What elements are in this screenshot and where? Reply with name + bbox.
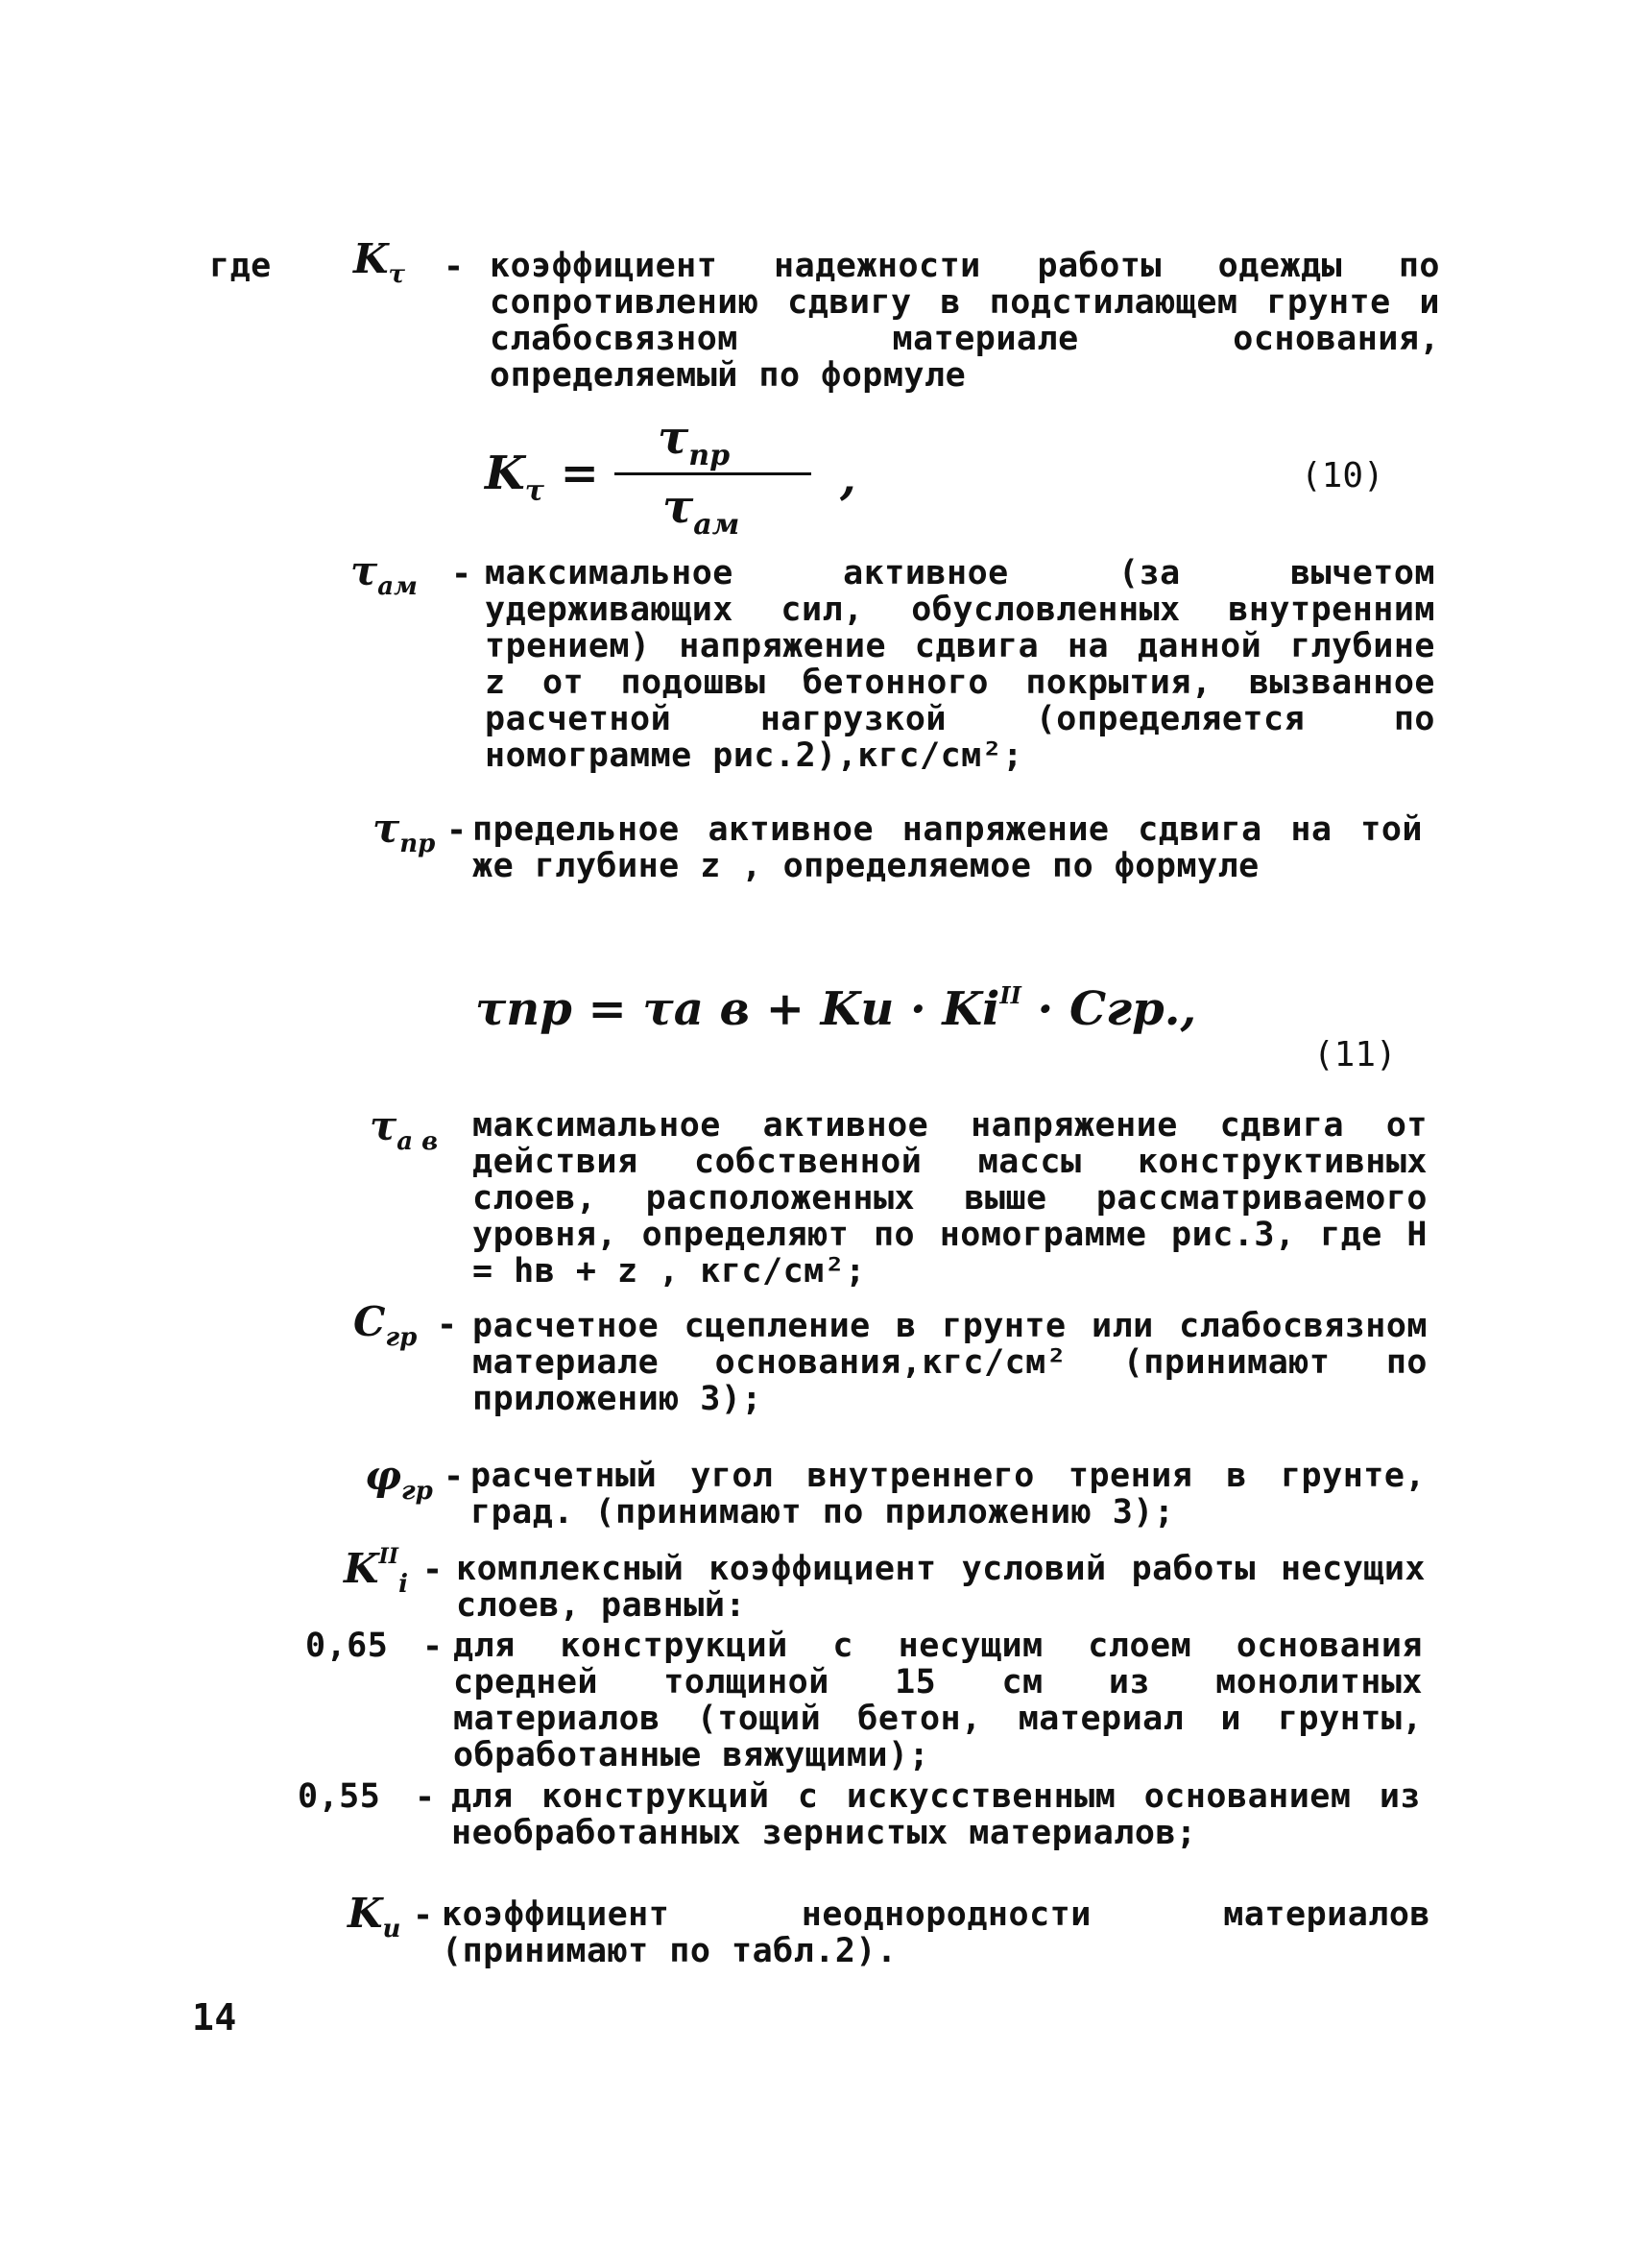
symbol-phi-gr: $\varphi_{гр}$ <box>365 1452 433 1506</box>
formula-10-numerator: $\tau_{пр}$ <box>658 411 731 472</box>
formula-10-number: (10) <box>1301 456 1384 495</box>
phi-gr-definition: расчетный угол внутреннего трения в грунте, град. (принимают по приложению 3); <box>470 1457 1426 1532</box>
value-055: 0,55 <box>298 1777 381 1816</box>
symbol-k-i: $K^{II}_i$ <box>344 1544 408 1599</box>
k-tau-definition: коэффициент надежности работы одежды по сопротивлению сдвигу в подстилающем грунте и слабосвязном материале основания, определяемый по формуле <box>490 247 1440 395</box>
tau-am-dash: - <box>451 555 472 593</box>
formula-10-lhs: $K_\tau$ = <box>485 446 599 508</box>
c-gr-dash: - <box>437 1306 458 1344</box>
symbol-c-gr: $C_{гр}$ <box>353 1298 418 1352</box>
phi-gr-dash: - <box>444 1458 465 1496</box>
k-tau-dash: - <box>444 248 465 286</box>
tau-am-definition: максимальное активное (за вычетом удерживающих сил, обусловленных внутренним трением) напряжение сдвига на данной глубине z от подошвы бетонного покрытия, вызванное расчетной нагрузкой (определяется по номограмме рис.2),кгс/см²; <box>485 554 1435 775</box>
tau-pr-dash: - <box>446 811 468 850</box>
symbol-tau-pr: $\tau_{пр}$ <box>372 805 436 858</box>
formula-10-denominator: $\tau_{ам}$ <box>662 480 740 542</box>
page-number: 14 <box>192 1996 237 2039</box>
value-065-description: для конструкций с несущим слоем основания средней толщиной 15 см из монолитных материалов (тощий бетон, материал и грунты, обработанные вяжущими); <box>453 1627 1423 1774</box>
tau-av-definition: максимальное активное напряжение сдвига от действия собственной массы конструктивных слоев, расположенных выше рассматриваемого уровня, определяют по номограмме рис.3, где H = hв + z , кгс/см²; <box>472 1106 1428 1291</box>
value-055-description: для конструкций с искусственным основанием из необработанных зернистых материалов; <box>451 1777 1421 1852</box>
value-065: 0,65 <box>305 1627 389 1665</box>
formula-11-number: (11) <box>1313 1035 1397 1074</box>
k-i-dash: - <box>422 1551 444 1589</box>
formula-10-fraction-bar <box>614 472 811 475</box>
c-gr-definition: расчетное сцепление в грунте или слабосвязном материале основания,кгс/см² (принимают по приложению 3); <box>472 1307 1428 1418</box>
k-u-dash: - <box>413 1896 434 1935</box>
symbol-k-tau: $K_\tau$ <box>353 235 406 289</box>
k-i-definition: комплексный коэффициент условий работы несущих слоев, равный: <box>456 1550 1426 1625</box>
formula-11: τпр = τа в + Kи · $Ki^{II}$ · Cгр., <box>475 981 1197 1036</box>
where-label: где <box>209 247 272 285</box>
tau-pr-definition: предельное активное напряжение сдвига на той же глубине z , определяемое по формуле <box>472 810 1423 885</box>
formula-10-comma: , <box>840 451 856 505</box>
symbol-k-u: $K_и$ <box>348 1890 401 1943</box>
value-055-dash: - <box>415 1778 436 1817</box>
symbol-tau-av: $\tau_{а в}$ <box>370 1102 439 1156</box>
symbol-tau-am: $\tau_{ам}$ <box>350 547 418 601</box>
k-u-definition: коэффициент неоднородности материалов (принимают по табл.2). <box>442 1895 1430 1970</box>
value-065-dash: - <box>422 1628 444 1666</box>
